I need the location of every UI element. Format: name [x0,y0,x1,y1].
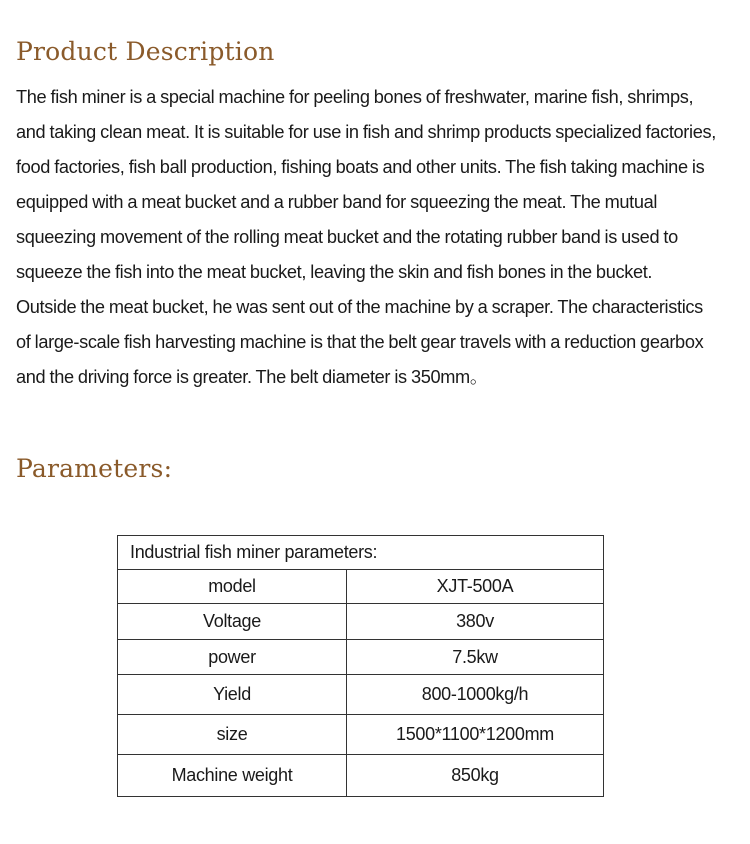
param-value: 380v [347,604,604,640]
param-key: power [118,640,347,675]
param-key: model [118,570,347,604]
table-caption: Industrial fish miner parameters: [118,536,604,570]
table-row [118,640,604,675]
table-row [118,604,604,640]
param-key: size [118,715,347,755]
param-key: Machine weight [118,755,347,797]
param-value: 7.5kw [347,640,604,675]
parameters-heading: Parameters: [16,454,173,483]
parameters-table [117,535,604,797]
table-caption-row [118,536,604,570]
param-value: 800-1000kg/h [347,675,604,715]
table-row [118,755,604,797]
table-row [118,570,604,604]
table-row [118,675,604,715]
param-value: 850kg [347,755,604,797]
param-key: Yield [118,675,347,715]
table-row [118,715,604,755]
param-value: XJT-500A [347,570,604,604]
product-description-text: The fish miner is a special machine for peeling bones of freshwater, marine fish, shrimps, and taking clean meat. It is suitable for use in fish and shrimp products specialized factories, food factories, fish ball production, fishing boats and other units. The fish taking machine is equipped with a meat bucket and a rubber band for squeezing the meat. The mutual squeezing movement of the rolling meat bucket and the rotating rubber band is used to squeeze the fish into the meat bucket, leaving the skin and fish bones in the bucket. Outside the meat bucket, he was sent out of the machine by a scraper. The characteristics of large-scale fish harvesting machine is that the belt gear travels with a reduction gearbox and the driving force is greater. The belt diameter is 350mm。 [16,87,716,387]
param-value: 1500*1100*1200mm [347,715,604,755]
product-description-heading: Product Description [16,37,275,66]
param-key: Voltage [118,604,347,640]
